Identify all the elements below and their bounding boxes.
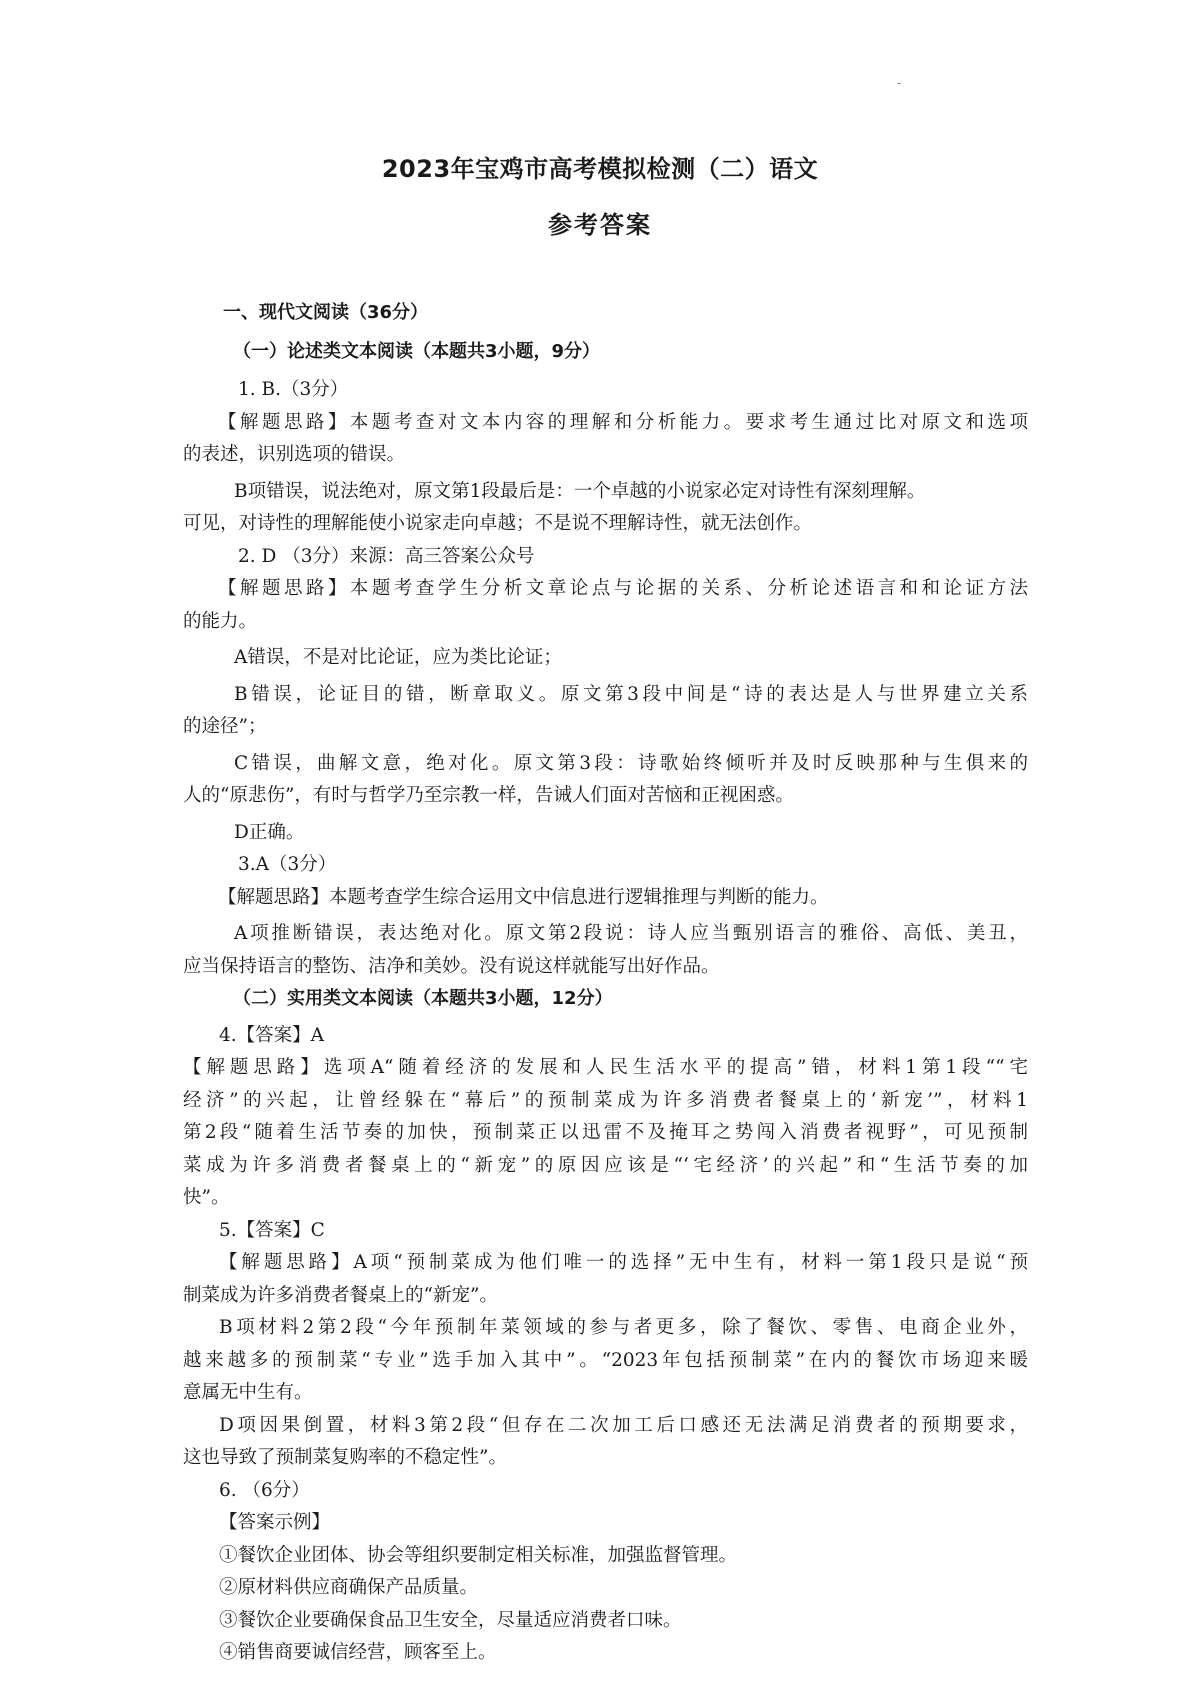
- text-line: 6. （6分）: [219, 1479, 310, 1501]
- text-line: ④销售商要诚信经营，顾客至上。: [219, 1642, 497, 1663]
- text-line: 5.【答案】C: [219, 1219, 325, 1241]
- section-heading: 一、现代文阅读（36分）: [223, 302, 429, 323]
- answer-content: [183, 297, 1028, 1670]
- text-line: 2. D （3分）来源：高三答案公众号: [238, 545, 535, 567]
- text-line: A错误，不是对比论证，应为类比论证；: [234, 647, 562, 668]
- text-line: B项材料2第2段“今年预制年菜领域的参与者更多，除了餐饮、零售、电商企业外，: [219, 1317, 1028, 1338]
- text-line: 这也导致了预制菜复购率的不稳定性”。: [183, 1447, 507, 1468]
- text-line: 的表述，识别选项的错误。: [183, 444, 406, 465]
- text-line: 第2段“随着生活节奏的加快，预制菜正以迅雷不及掩耳之势闯入消费者视野”，可见预制: [183, 1122, 1028, 1143]
- text-line: 菜成为许多消费者餐桌上的“新宠”的原因应该是“‘宅经济’的兴起”和“生活节奏的加: [183, 1154, 1028, 1176]
- text-line: ①餐饮企业团体、协会等组织要制定相关标准，加强监督管理。: [219, 1544, 738, 1566]
- text-line: 【解题思路】A项“预制菜成为他们唯一的选择”无中生有，材料一第1段只是说“预: [219, 1252, 1028, 1273]
- text-line: A项推断错误，表达绝对化。原文第2段说：诗人应当甄别语言的雅俗、高低、美丑，: [234, 923, 1028, 944]
- text-line: C错误，曲解文意，绝对化。原文第3段：诗歌始终倾听并及时反映那种与生俱来的: [234, 752, 1028, 774]
- text-line: D正确。: [234, 821, 305, 843]
- text-line: 【答案示例】: [219, 1512, 331, 1533]
- text-line: 经济”的兴起，让曾经躲在“幕后”的预制菜成为许多消费者餐桌上的‘新宠’”，材料1: [183, 1089, 1028, 1111]
- text-line: 1. B.（3分）: [238, 379, 349, 400]
- corner-mark: -: [897, 76, 902, 90]
- document-subtitle: 参考答案: [548, 211, 652, 239]
- section-heading: （二）实用类文本阅读（本题共3小题，12分）: [233, 988, 613, 1009]
- text-line: 越来越多的预制菜“专业”选手加入其中”。“2023年包括预制菜”在内的餐饮市场迎来暖: [183, 1349, 1028, 1371]
- text-line: B错误，论证目的错，断章取义。原文第3段中间是“诗的表达是人与世界建立关系: [234, 683, 1028, 705]
- text-line: 可见，对诗性的理解能使小说家走向卓越；不是说不理解诗性，就无法创作。: [183, 513, 813, 534]
- text-line: B项错误，说法绝对，原文第1段最后是：一个卓越的小说家必定对诗性有深刻理解。: [234, 480, 926, 502]
- text-line: D项因果倒置，材料3第2段“但存在二次加工后口感还无法满足消费者的预期要求，: [219, 1414, 1028, 1436]
- text-line: 4.【答案】A: [219, 1024, 325, 1046]
- text-line: 快”。: [183, 1187, 230, 1208]
- text-line: 制菜成为许多消费者餐桌上的“新宠”。: [183, 1284, 498, 1306]
- document-title: 2023年宝鸡市高考模拟检测（二）语文: [381, 155, 819, 183]
- text-line: 【解题思路】选项A“随着经济的发展和人民生活水平的提高”错，材料1第1段““宅: [183, 1057, 1028, 1078]
- text-line: ②原材料供应商确保产品质量。: [219, 1577, 479, 1598]
- text-line: 意属无中生有。: [183, 1382, 313, 1403]
- text-line: 人的“原悲伤”，有时与哲学乃至宗教一样，告诫人们面对苦恼和正视困惑。: [183, 785, 794, 806]
- text-line: 应当保持语言的整饬、洁净和美妙。没有说这样就能写出好作品。: [183, 955, 720, 977]
- text-line: 【解题思路】本题考查对文本内容的理解和分析能力。要求考生通过比对原文和选项: [218, 411, 1028, 433]
- text-line: 3.A（3分）: [238, 854, 337, 875]
- text-line: 【解题思路】本题考查学生综合运用文中信息进行逻辑推理与判断的能力。: [218, 886, 829, 908]
- text-line: 【解题思路】本题考查学生分析文章论点与论据的关系、分析论述语言和和论证方法: [218, 578, 1028, 599]
- section-heading: （一）论述类文本阅读（本题共3小题，9分）: [233, 340, 601, 362]
- text-line: ③餐饮企业要确保食品卫生安全，尽量适应消费者口味。: [219, 1609, 682, 1631]
- text-line: 的途径”；: [183, 716, 267, 737]
- text-line: 的能力。: [183, 610, 258, 632]
